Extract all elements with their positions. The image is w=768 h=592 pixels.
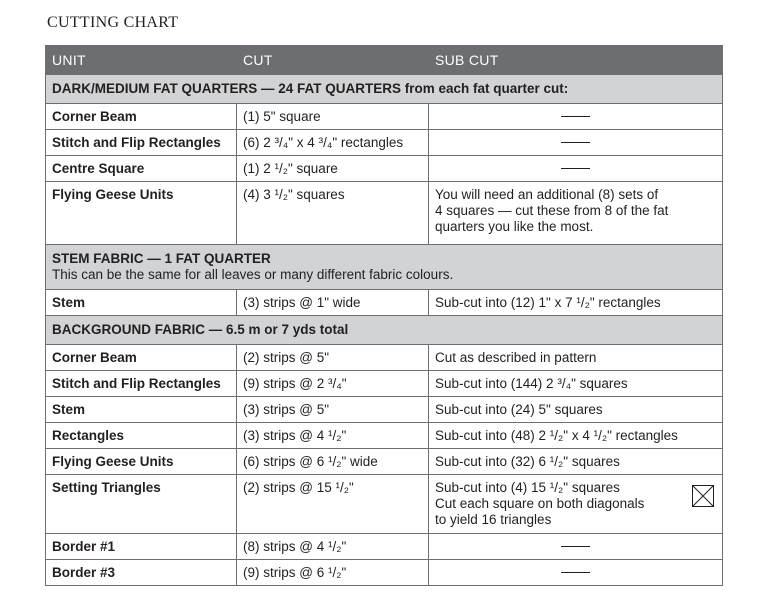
sub-cut-cell: Sub-cut into (12) 1" x 7 ¹/₂" rectangles	[429, 290, 723, 316]
sub-cut-line: Sub-cut into (4) 15 ¹/₂" squares	[435, 480, 620, 495]
sub-cut-cell: Sub-cut into (48) 2 ¹/₂" x 4 ¹/₂" rectangles	[429, 423, 723, 449]
cut-cell: (2) strips @ 15 ¹/₂"	[237, 475, 429, 534]
unit-cell: Border #3	[46, 560, 237, 586]
unit-cell: Stitch and Flip Rectangles	[46, 371, 237, 397]
table-row	[46, 560, 723, 586]
unit-cell: Corner Beam	[46, 104, 237, 130]
sub-cut-line: to yield 16 triangles	[435, 512, 552, 527]
cutting-chart-table	[45, 45, 723, 586]
table-row	[46, 345, 723, 371]
empty-dash	[561, 142, 590, 143]
sub-cut-line: quarters you like the most.	[435, 219, 594, 234]
section-title: STEM FABRIC — 1 FAT QUARTER	[52, 251, 271, 266]
unit-cell: Centre Square	[46, 156, 237, 182]
cut-cell: (3) strips @ 5"	[237, 397, 429, 423]
column-header-sub-cut: SUB CUT	[429, 46, 723, 75]
sub-cut-cell: Sub-cut into (24) 5" squares	[429, 397, 723, 423]
section-row-stem-fabric	[46, 245, 723, 290]
unit-cell: Flying Geese Units	[46, 182, 237, 245]
sub-cut-cell	[429, 130, 723, 156]
table-row	[46, 475, 723, 534]
sub-cut-cell: Sub-cut into (144) 2 ³/₄" squares	[429, 371, 723, 397]
table-row	[46, 156, 723, 182]
empty-dash	[561, 168, 590, 169]
table-row	[46, 423, 723, 449]
sub-cut-cell	[429, 534, 723, 560]
table-row	[46, 182, 723, 245]
cut-cell: (1) 2 ¹/₂" square	[237, 156, 429, 182]
section-note: This can be the same for all leaves or many different fabric colours.	[52, 267, 454, 282]
cut-cell: (9) strips @ 2 ³/₄"	[237, 371, 429, 397]
column-header-cut: CUT	[237, 46, 429, 75]
section-title: BACKGROUND FABRIC — 6.5 m or 7 yds total	[52, 322, 349, 337]
empty-dash	[561, 546, 590, 547]
unit-cell: Rectangles	[46, 423, 237, 449]
section-row-dark-medium	[46, 75, 723, 104]
header-row	[46, 46, 723, 75]
cut-cell: (4) 3 ¹/₂" squares	[237, 182, 429, 245]
unit-cell: Stitch and Flip Rectangles	[46, 130, 237, 156]
cut-cell: (2) strips @ 5"	[237, 345, 429, 371]
sub-cut-cell	[429, 560, 723, 586]
empty-dash	[561, 572, 590, 573]
sub-cut-line: You will need an additional (8) sets of	[435, 187, 659, 202]
table-row	[46, 371, 723, 397]
sub-cut-cell	[429, 104, 723, 130]
table-row	[46, 397, 723, 423]
column-header-unit: UNIT	[46, 46, 237, 75]
cut-cell: (1) 5" square	[237, 104, 429, 130]
sub-cut-cell: Sub-cut into (32) 6 ¹/₂" squares	[429, 449, 723, 475]
table-row	[46, 130, 723, 156]
cut-cell: (9) strips @ 6 ¹/₂"	[237, 560, 429, 586]
unit-cell: Flying Geese Units	[46, 449, 237, 475]
table-row	[46, 104, 723, 130]
sub-cut-line: 4 squares — cut these from 8 of the fat	[435, 203, 669, 218]
section-title: DARK/MEDIUM FAT QUARTERS — 24 FAT QUARTERS from each fat quarter cut:	[52, 81, 569, 96]
cut-cell: (3) strips @ 1" wide	[237, 290, 429, 316]
sub-cut-line: Cut each square on both diagonals	[435, 496, 645, 511]
sub-cut-cell	[429, 475, 723, 534]
cut-cell: (6) strips @ 6 ¹/₂" wide	[237, 449, 429, 475]
sub-cut-cell	[429, 182, 723, 245]
table-row	[46, 290, 723, 316]
unit-cell: Stem	[46, 290, 237, 316]
unit-cell: Corner Beam	[46, 345, 237, 371]
unit-cell: Stem	[46, 397, 237, 423]
cut-cell: (6) 2 ³/₄" x 4 ³/₄" rectangles	[237, 130, 429, 156]
table-row	[46, 449, 723, 475]
page-title: CUTTING CHART	[47, 14, 179, 31]
sub-cut-cell: Cut as described in pattern	[429, 345, 723, 371]
section-row-background-fabric	[46, 316, 723, 345]
unit-cell: Border #1	[46, 534, 237, 560]
cut-cell: (8) strips @ 4 ¹/₂"	[237, 534, 429, 560]
table-row	[46, 534, 723, 560]
sub-cut-cell	[429, 156, 723, 182]
unit-cell: Setting Triangles	[46, 475, 237, 534]
square-both-diagonals-icon	[692, 485, 714, 507]
cut-cell: (3) strips @ 4 ¹/₂"	[237, 423, 429, 449]
empty-dash	[561, 116, 590, 117]
